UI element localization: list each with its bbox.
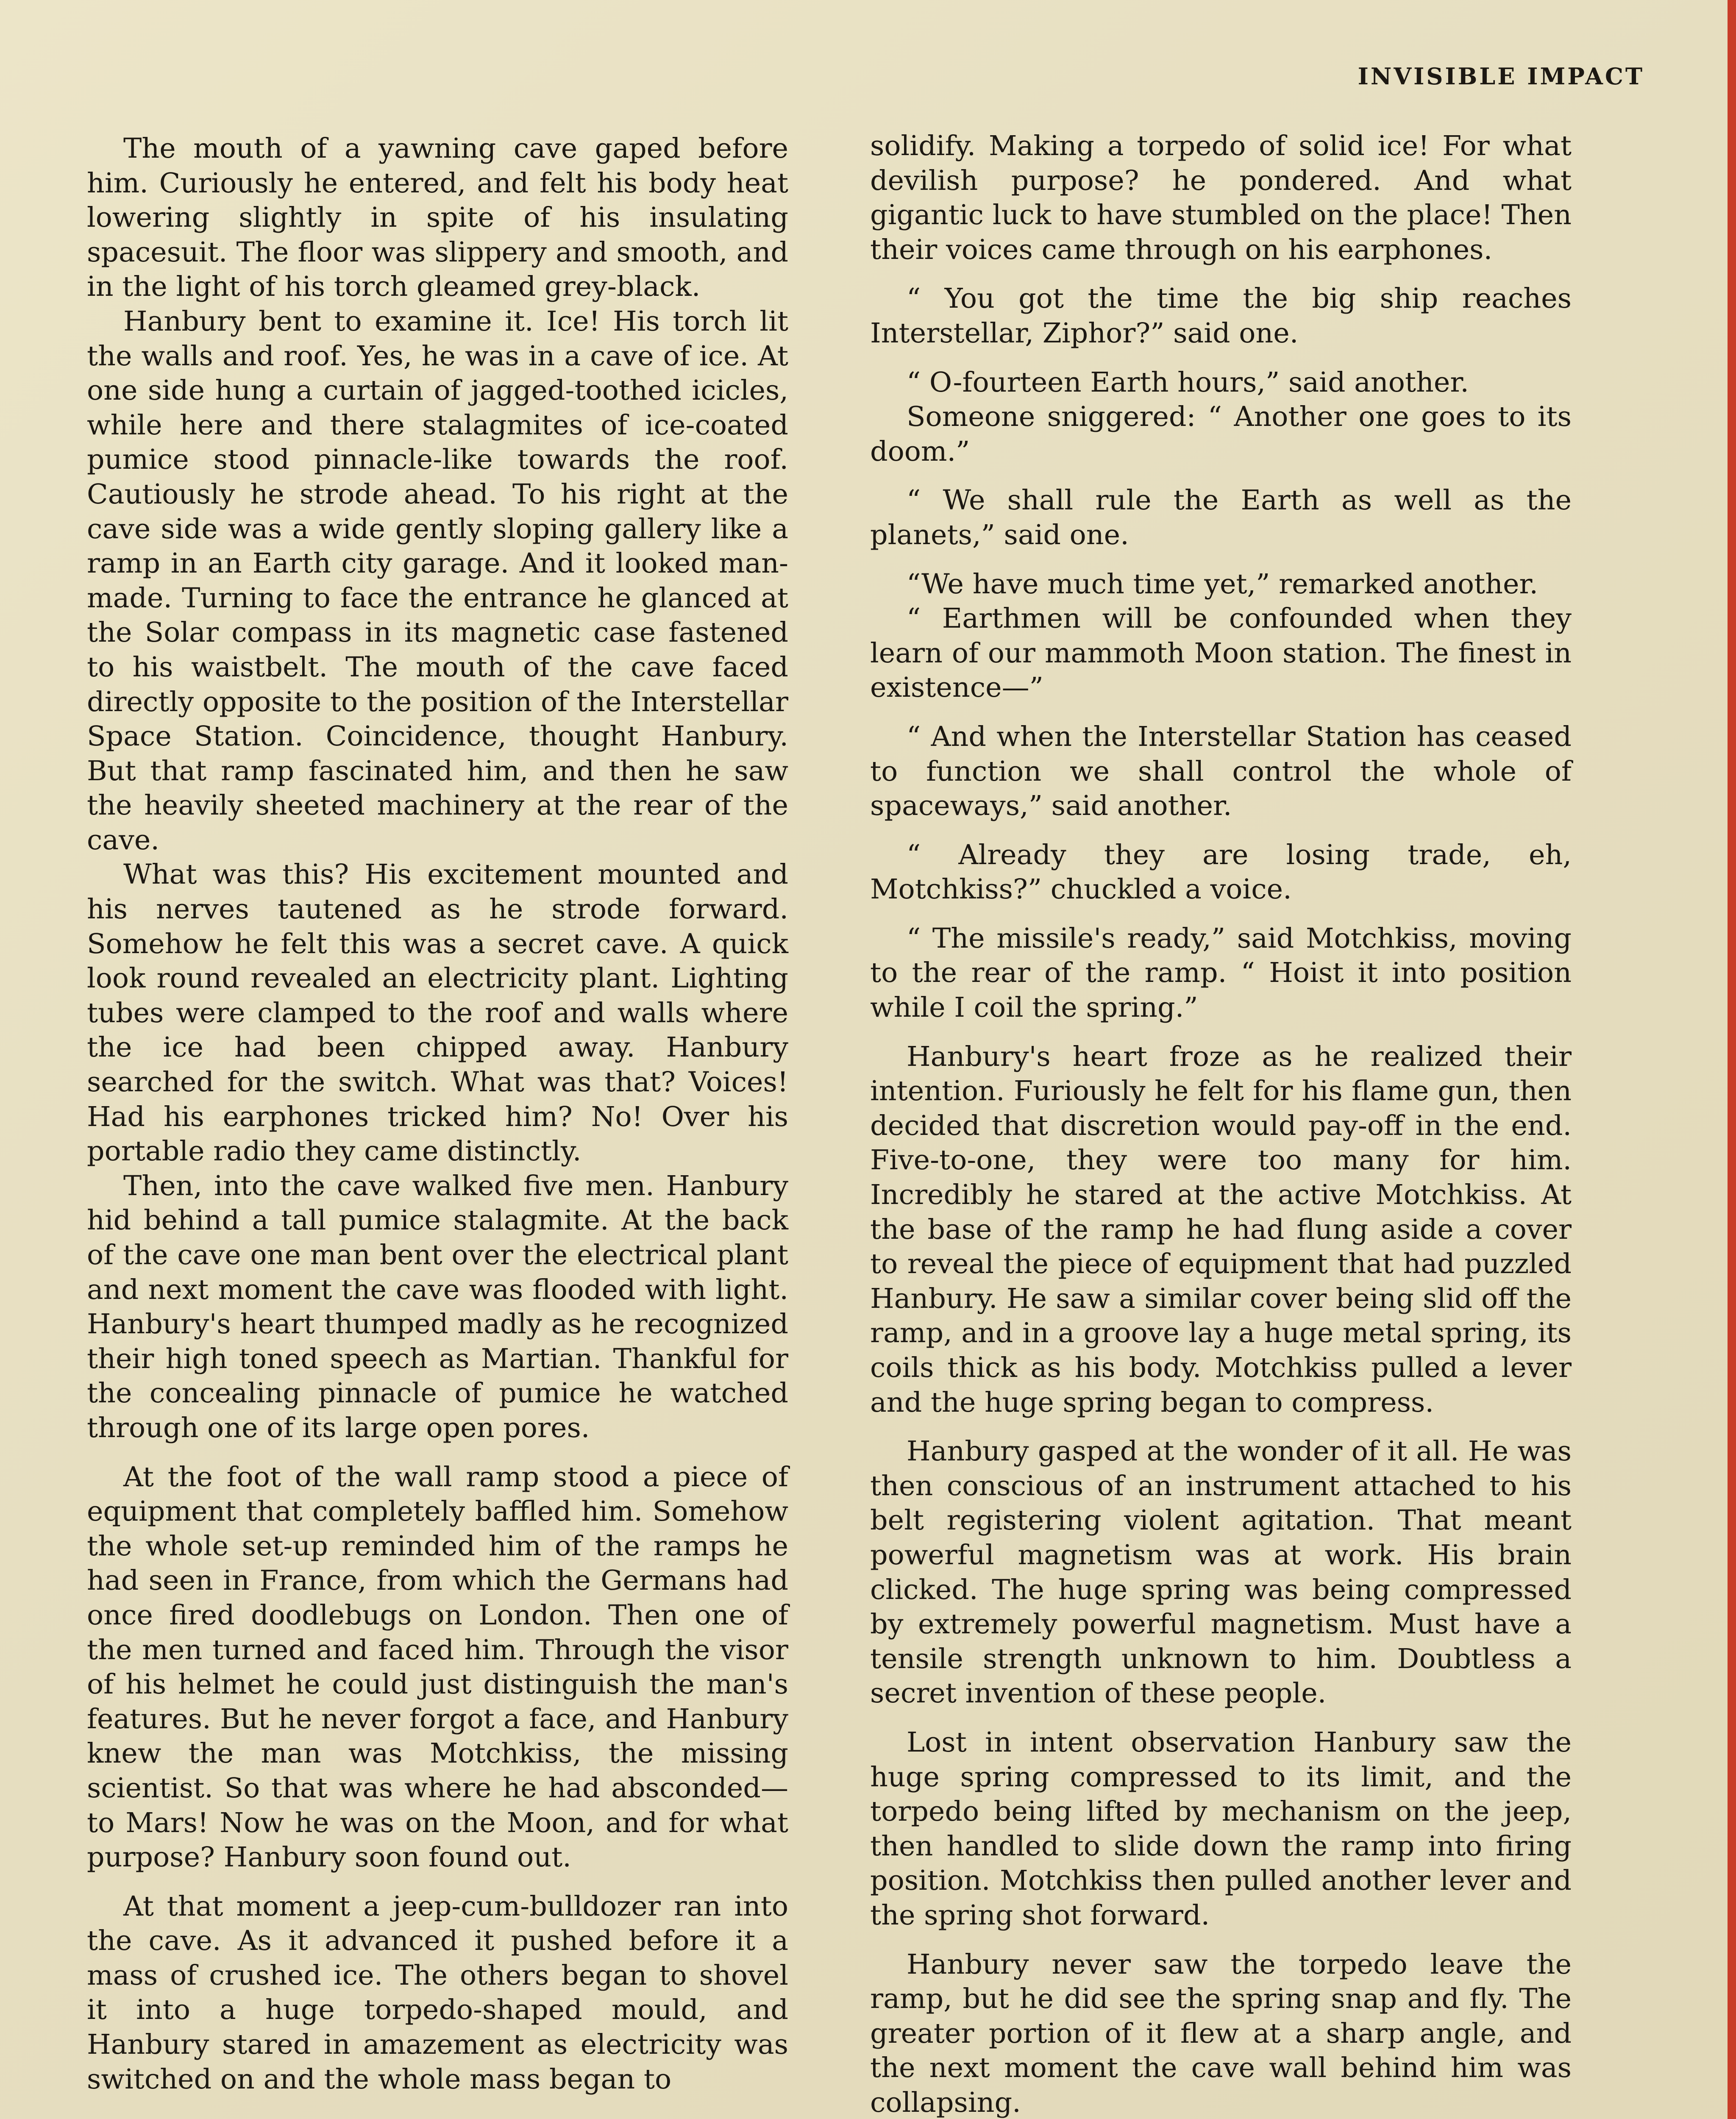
paragraph: “ And when the Interstellar Station has ceased to function we shall control the whole of spaceways,” said another.	[870, 720, 1572, 822]
paragraph: What was this? His excitement mounted and his nerves tautened as he strode forward. Somehow he felt this was a secret cave. A quick look round revealed an electricity plant. Lighting tubes were clamped to the roof and walls where the ice had been chipped away. Hanbury searched for the switch. What was that? Voices! Had his earphones tricked him? No! Over his portable radio they came distinctly.	[87, 859, 788, 1168]
paragraph: At that moment a jeep-cum-bulldozer ran into the cave. As it advanced it pushed before it a mass of crushed ice. The others began to shovel it into a huge torpedo-shaped mould, and Hanbury stared in amazement as electricity was switched on and the whole mass began to	[87, 1890, 788, 2095]
paragraph: The mouth of a yawning cave gaped before him. Curiously he entered, and felt his body heat lowering slightly in spite of his insulating spacesuit. The floor was slippery and smooth, and in the light of his torch gleamed grey-black.	[87, 133, 788, 303]
paragraph: “ The missile's ready,” said Motchkiss, moving to the rear of the ramp. “ Hoist it into position while I coil the spring.”	[870, 922, 1572, 1024]
paragraph: “ Earthmen will be confounded when they learn of our mammoth Moon station. The finest in existence—”	[870, 603, 1572, 704]
paragraph: At the foot of the wall ramp stood a piece of equipment that completely baffled him. Somehow the whole set-up reminded him of the ramps he had seen in France, from which the Germans had once fired doodlebugs on London. Then one of the men turned and faced him. Through the visor of his helmet he could just distinguish the man's features. But he never forgot a face, and Hanbury knew the man was Motchkiss, the missing scientist. So that was where he had absconded—to Mars! Now he was on the Moon, and for what purpose? Hanbury soon found out.	[87, 1461, 788, 1874]
paragraph: Lost in intent observation Hanbury saw the huge spring compressed to its limit, and the torpedo being lifted by mechanism on the jeep, then handled to slide down the ramp into firing position. Motchkiss then pulled another lever and the spring shot forward.	[870, 1726, 1572, 1931]
paragraph: Hanbury never saw the torpedo leave the ramp, but he did see the spring snap and fly. The greater portion of it flew at a sharp angle, and the next moment the cave wall behind him was collapsing.	[870, 1948, 1572, 2119]
right-column	[870, 129, 1572, 2119]
paragraph: “ Already they are losing trade, eh, Motchkiss?” chuckled a voice.	[870, 839, 1572, 906]
paragraph: Hanbury bent to examine it. Ice! His torch lit the walls and roof. Yes, he was in a cave of ice. At one side hung a curtain of jagged-toothed icicles, while here and there stalagmites of ice-coated pumice stood pinnacle-like towards the roof. Cautiously he strode ahead. To his right at the cave side was a wide gently sloping gallery like a ramp in an Earth city garage. And it looked man-made. Turning to face the entrance he glanced at the Solar compass in its magnetic case fastened to his waistbelt. The mouth of the cave faced directly opposite to the position of the Interstellar Space Station. Coincidence, thought Hanbury. But that ramp fascinated him, and then he saw the heavily sheeted machinery at the rear of the cave.	[87, 305, 788, 856]
paragraph: Then, into the cave walked five men. Hanbury hid behind a tall pumice stalagmite. At the back of the cave one man bent over the electrical plant and next moment the cave was flooded with light. Hanbury's heart thumped madly as he recognized their high toned speech as Martian. Thankful for the concealing pinnacle of pumice he watched through one of its large open pores.	[87, 1170, 788, 1444]
paragraph: solidify. Making a torpedo of solid ice! For what devilish purpose? he pondered. And what gigantic luck to have stumbled on the place! Then their voices came through on his earphones.	[870, 130, 1572, 266]
paragraph: Hanbury gasped at the wonder of it all. He was then conscious of an instrument attached to his belt registering violent agitation. That meant powerful magnetism was at work. His brain clicked. The huge spring was being compressed by extremely powerful magnetism. Must have a tensile strength unknown to him. Doubtless a secret invention of these people.	[870, 1435, 1572, 1710]
running-head: INVISIBLE IMPACT	[1358, 63, 1644, 90]
page-edge-right	[1728, 0, 1736, 2119]
paragraph: “ O-fourteen Earth hours,” said another.	[907, 366, 1469, 398]
paragraph: Someone sniggered: “ Another one goes to its doom.”	[870, 401, 1572, 467]
paragraph: “ We shall rule the Earth as well as the planets,” said one.	[870, 484, 1572, 551]
paragraph: “ You got the time the big ship reaches Interstellar, Ziphor?” said one.	[870, 283, 1572, 349]
paragraph: “We have much time yet,” remarked another.	[907, 568, 1538, 600]
paragraph: Hanbury's heart froze as he realized their intention. Furiously he felt for his flame gun, then decided that discretion would pay-off in the end. Five-to-one, they were too many for him. Incredibly he stared at the active Motchkiss. At the base of the ramp he had flung aside a cover to reveal the piece of equipment that had puzzled Hanbury. He saw a similar cover being slid off the ramp, and in a groove lay a huge metal spring, its coils thick as his body. Motchkiss pulled a lever and the huge spring began to compress.	[870, 1040, 1572, 1418]
left-column	[87, 131, 788, 2097]
